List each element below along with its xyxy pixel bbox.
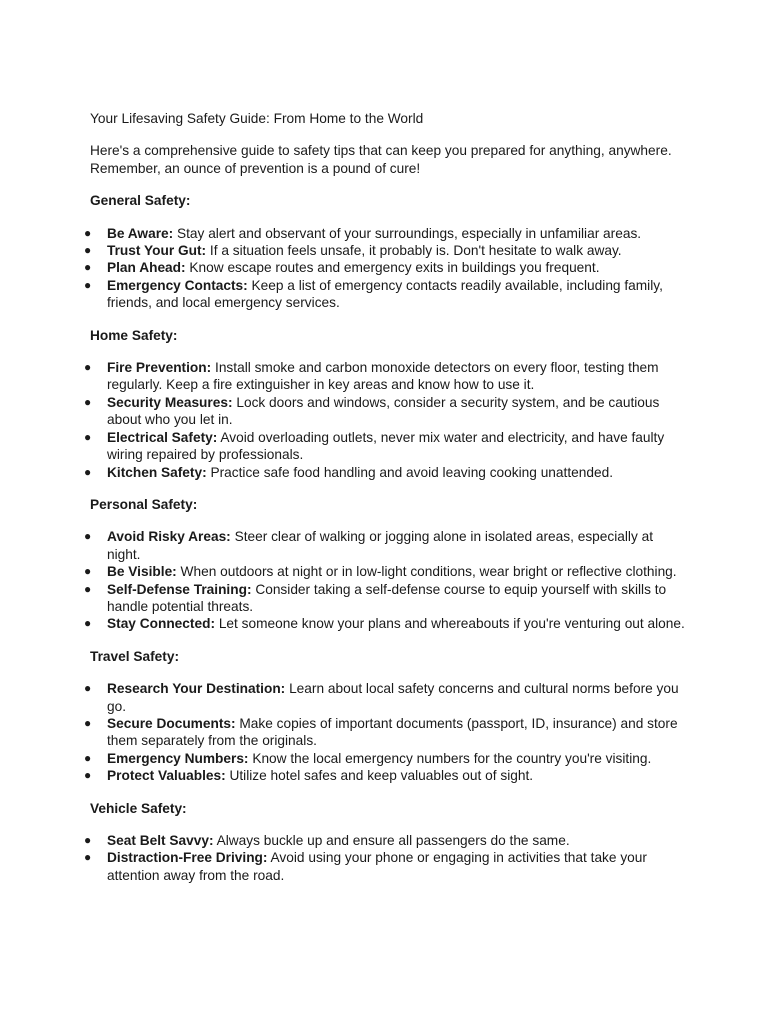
section — [84, 648, 690, 785]
list-item — [84, 767, 690, 784]
bullet-icon: ● — [84, 243, 92, 258]
tips-list — [84, 680, 690, 784]
tip-label: Emergency Numbers: — [107, 750, 249, 766]
tip-label: Secure Documents: — [107, 715, 236, 731]
list-item — [84, 464, 690, 481]
section — [84, 496, 690, 633]
tip-text: If a situation feels unsafe, it probably is. Don't hesitate to walk away. — [209, 243, 622, 259]
list-item — [84, 750, 690, 767]
tip-text: Avoid overloading outlets, never mix water and electricity, and have faulty wiring repaired by professionals. — [107, 429, 665, 463]
list-item — [84, 359, 690, 394]
tip-text: Steer clear of walking or jogging alone in isolated areas, especially at night. — [107, 529, 654, 562]
tip-text: Keep a list of emergency contacts readily available, including family, friends, and local emergency services. — [107, 277, 663, 311]
bullet-icon: ● — [84, 616, 92, 631]
bullet-icon: ● — [84, 833, 92, 847]
bullet-icon: ● — [84, 360, 92, 375]
tip-text: Install smoke and carbon monoxide detectors on every floor, testing them regularly. Keep a fire extinguisher in key areas and know how to use it. — [107, 360, 659, 393]
tip-text: Lock doors and windows, consider a security system, and be cautious about who you let in. — [107, 394, 660, 428]
tip-label: Be Visible: — [107, 564, 177, 580]
bullet-icon: ● — [84, 681, 92, 696]
tip-text: Make copies of important documents (passport, ID, insurance) and store them separately from the originals. — [107, 715, 678, 749]
tip-label: Stay Connected: — [107, 616, 215, 632]
tip-text: Consider taking a self-defense course to equip yourself with skills to handle potential threats. — [107, 581, 667, 614]
section-heading: Travel Safety: — [90, 648, 180, 664]
tip-label: Be Aware: — [107, 225, 174, 241]
list-item — [84, 581, 690, 616]
list-item — [84, 849, 690, 884]
tip-label: Plan Ahead: — [107, 260, 186, 276]
bullet-icon: ● — [84, 394, 92, 409]
tip-label: Emergency Contacts: — [107, 277, 248, 293]
document-page — [84, 110, 690, 899]
section-heading: General Safety: — [90, 193, 191, 209]
sections-container — [84, 192, 690, 884]
bullet-icon: ● — [84, 529, 92, 544]
tip-text: Know the local emergency numbers for the country you're visiting. — [252, 750, 652, 766]
bullet-icon: ● — [84, 260, 92, 275]
list-item — [84, 563, 690, 580]
section — [84, 327, 690, 481]
bullet-icon: ● — [84, 715, 92, 730]
section-heading: Vehicle Safety: — [90, 800, 187, 816]
tip-text: Let someone know your plans and whereabouts if you're venturing out alone. — [218, 616, 685, 632]
list-item — [84, 242, 690, 259]
section — [84, 192, 690, 311]
tip-label: Kitchen Safety: — [107, 464, 207, 480]
intro-paragraph: Here's a comprehensive guide to safety tips that can keep you prepared for anything, anywhere. Remember, an ounce of prevention is a pound of cure! — [90, 143, 672, 176]
list-item — [84, 715, 690, 750]
tips-list — [84, 832, 690, 884]
bullet-icon: ● — [84, 225, 92, 240]
tip-text: Stay alert and observant of your surroundings, especially in unfamiliar areas. — [177, 225, 642, 241]
tip-label: Electrical Safety: — [107, 429, 218, 445]
list-item — [84, 832, 690, 849]
list-item — [84, 225, 690, 242]
tips-list — [84, 528, 690, 632]
list-item — [84, 277, 690, 312]
bullet-icon: ● — [84, 277, 92, 292]
tip-label: Seat Belt Savvy: — [107, 833, 214, 848]
tip-label: Avoid Risky Areas: — [107, 529, 231, 545]
tip-text: Know escape routes and emergency exits in buildings you frequent. — [189, 260, 600, 276]
tip-label: Distraction-Free Driving: — [107, 850, 268, 866]
tip-text: When outdoors at night or in low-light conditions, wear bright or reflective clothing. — [180, 564, 677, 580]
bullet-icon: ● — [84, 850, 92, 865]
tip-label: Self-Defense Training: — [107, 581, 252, 597]
tips-list — [84, 359, 690, 481]
tip-label: Fire Prevention: — [107, 360, 212, 376]
bullet-icon: ● — [84, 564, 92, 579]
tip-text: Practice safe food handling and avoid leaving cooking unattended. — [210, 464, 614, 480]
list-item — [84, 528, 690, 563]
tips-list — [84, 225, 690, 312]
list-item — [84, 615, 690, 632]
list-item — [84, 394, 690, 429]
tip-label: Protect Valuables: — [107, 768, 226, 784]
tip-label: Security Measures: — [107, 394, 233, 410]
list-item — [84, 259, 690, 276]
section-heading: Home Safety: — [90, 327, 178, 343]
tip-text: Learn about local safety concerns and cultural norms before you go. — [107, 681, 679, 714]
bullet-icon: ● — [84, 464, 92, 479]
bullet-icon: ● — [84, 750, 92, 765]
tip-label: Research Your Destination: — [107, 681, 286, 697]
bullet-icon: ● — [84, 429, 92, 444]
bullet-icon: ● — [84, 581, 92, 596]
list-item — [84, 680, 690, 715]
tip-text: Utilize hotel safes and keep valuables out of sight. — [229, 768, 534, 784]
tip-label: Trust Your Gut: — [107, 243, 207, 259]
tip-text: Avoid using your phone or engaging in activities that take your attention away from the road. — [107, 850, 647, 883]
bullet-icon: ● — [84, 768, 92, 783]
document-title: Your Lifesaving Safety Guide: From Home to the World — [90, 111, 424, 126]
list-item — [84, 429, 690, 464]
section — [84, 800, 690, 885]
tip-text: Always buckle up and ensure all passengers do the same. — [216, 833, 570, 848]
section-heading: Personal Safety: — [90, 496, 198, 512]
